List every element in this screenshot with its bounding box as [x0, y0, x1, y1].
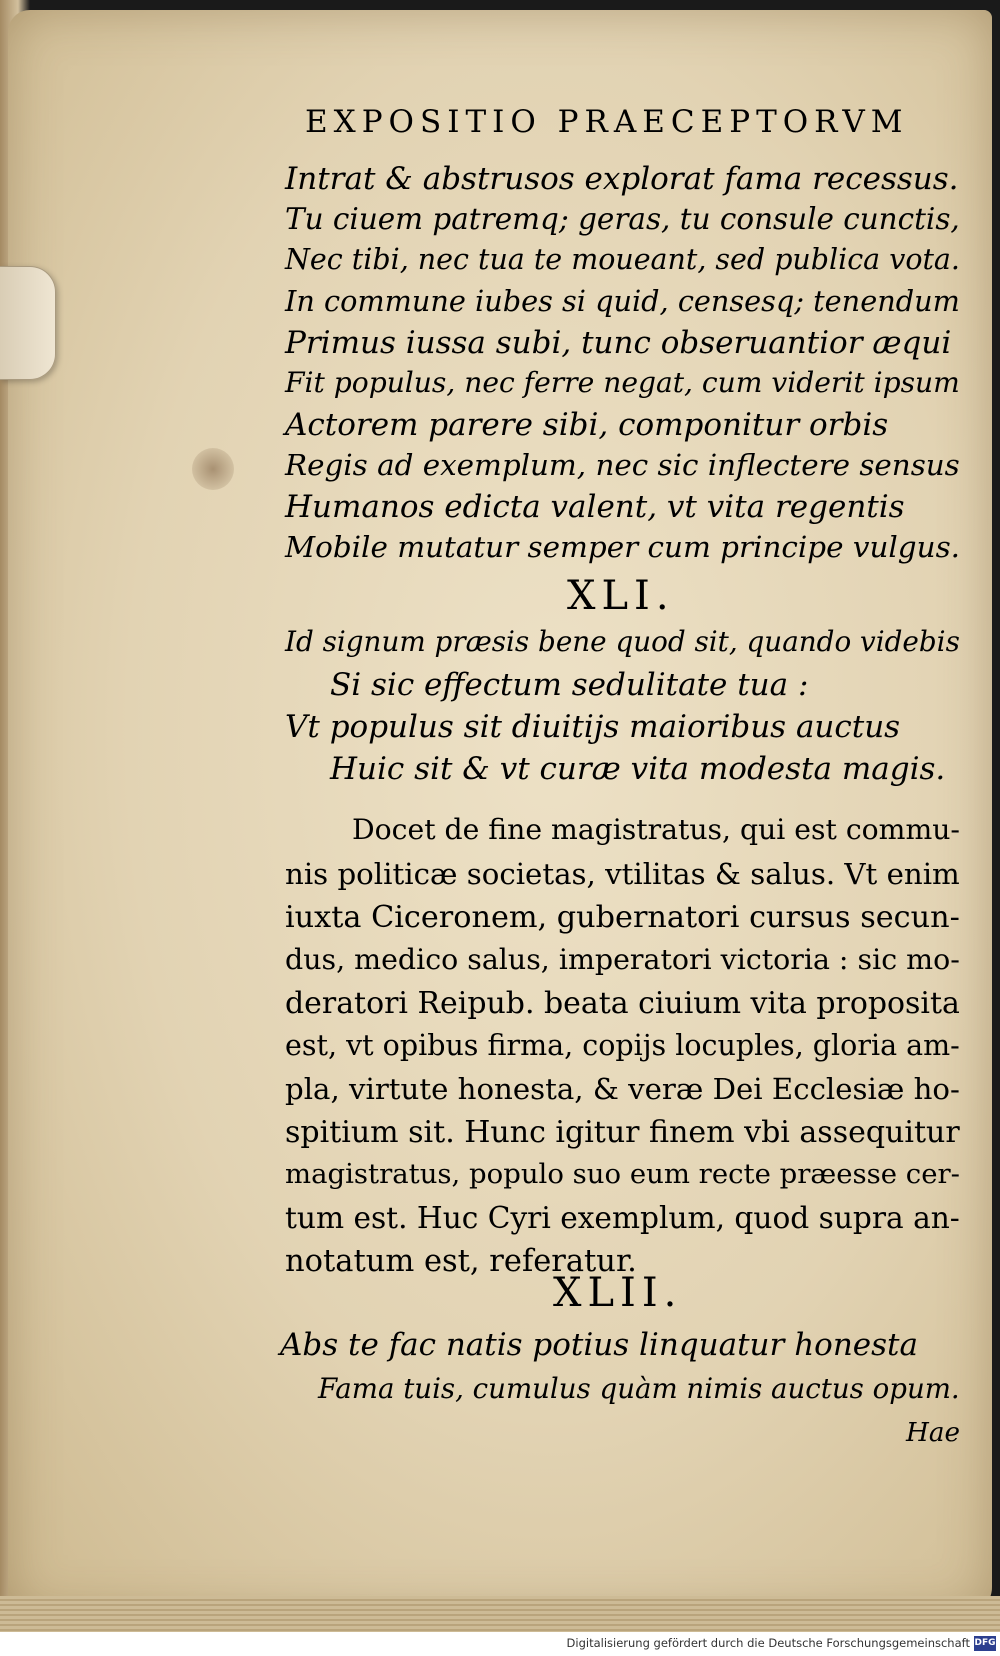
prose-line: pla, virtute honesta, & veræ Dei Ecclesiæ ho- [285, 1072, 960, 1106]
funding-credit: Digitalisierung gefördert durch die Deutsche Forschungsgemeinschaft [566, 1636, 970, 1650]
verse-line: Regis ad exemplum, nec sic inflectere sensus [285, 448, 960, 482]
verse-line: Tu ciuem patremq; geras, tu consule cunctis, [285, 202, 960, 236]
prose-line: magistratus, populo suo eum recte præesse cer- [285, 1158, 960, 1190]
paper-stain [192, 448, 234, 490]
verse-line: Id signum præsis bene quod sit, quando videbis [285, 625, 960, 658]
verse-line: Humanos edicta valent, vt vita regentis [285, 489, 905, 525]
verse-line: Mobile mutatur semper cum principe vulgus. [285, 530, 961, 564]
section-numeral-41: XLI. [567, 573, 675, 619]
prose-line: notatum est, referatur. [285, 1244, 637, 1279]
catchword: Hae [906, 1418, 960, 1448]
prose-line: spitium sit. Hunc igitur finem vbi assequitur [285, 1115, 960, 1150]
prose-line: est, vt opibus firma, copijs locuples, gloria am- [285, 1029, 960, 1062]
prose-line: tum est. Huc Cyri exemplum, quod supra an- [285, 1201, 960, 1235]
dfg-logo: DFG [974, 1636, 996, 1651]
verse-line: In commune iubes si quid, censesq; tenendum [285, 284, 960, 318]
prose-line: nis politicæ societas, vtilitas & salus. Vt enim [285, 857, 960, 891]
verse-line: Vt populus sit diuitijs maioribus auctus [285, 709, 901, 745]
verse-line: Primus iussa subi, tunc obseruantior æqui [285, 325, 952, 361]
verse-line: Abs te fac natis potius linquatur honesta [280, 1327, 918, 1363]
verse-line: Huic sit & vt curæ vita modesta magis. [330, 751, 946, 787]
prose-line: Docet de fine magistratus, qui est commu- [352, 813, 960, 846]
prose-line: deratori Reipub. beata ciuium vita proposita [285, 986, 960, 1021]
verse-line: Si sic effectum sedulitate tua : [330, 667, 809, 703]
prose-line: iuxta Ciceronem, gubernatori cursus secun- [285, 900, 960, 935]
verse-line: Fama tuis, cumulus quàm nimis auctus opum. [318, 1372, 960, 1405]
page-tab-marker [0, 266, 56, 380]
verse-line: Actorem parere sibi, componitur orbis [285, 407, 889, 443]
verse-line: Intrat & abstrusos explorat fama recessus. [285, 161, 959, 197]
page-header: EXPOSITIO PRAECEPTORVM [305, 104, 909, 140]
verse-line: Fit populus, nec ferre negat, cum viderit ipsum [285, 366, 960, 399]
section-numeral-42: XLII. [553, 1270, 683, 1316]
verse-line: Nec tibi, nec tua te moueant, sed publica vota. [285, 243, 960, 276]
prose-line: dus, medico salus, imperatori victoria : sic mo- [285, 943, 960, 976]
